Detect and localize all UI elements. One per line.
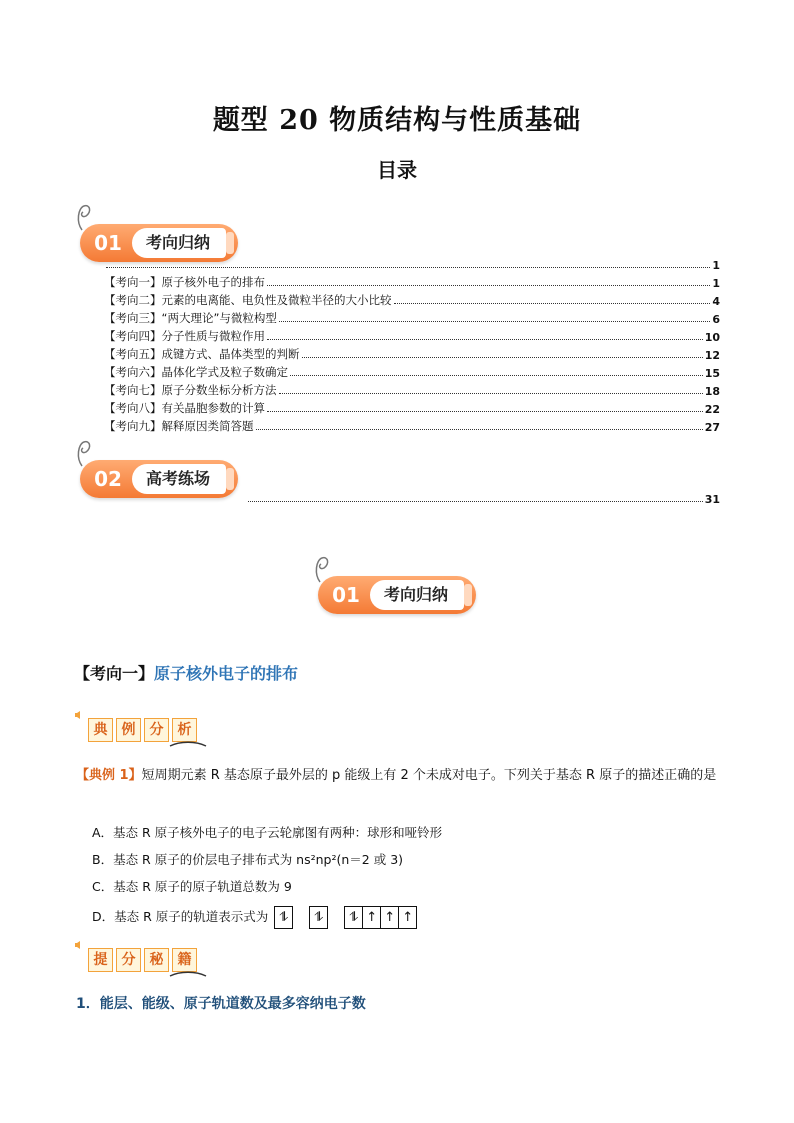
section-banner-2 — [80, 454, 240, 500]
orbital-box: ⥮ — [274, 906, 293, 929]
toc-row[interactable] — [104, 364, 720, 380]
option-d[interactable] — [92, 906, 417, 929]
toc-page: 6 — [712, 313, 720, 326]
option-c[interactable]: C．基态 R 原子的原子轨道总数为 9 — [92, 879, 292, 894]
banner-label: 高考练场 — [132, 464, 226, 494]
toc-page: 12 — [704, 349, 720, 362]
tag-char: 析 — [172, 718, 197, 742]
tag-char: 例 — [116, 718, 141, 742]
tag-char: 典 — [88, 718, 113, 742]
example-analysis-tag — [76, 718, 200, 742]
tag-char: 分 — [144, 718, 169, 742]
toc-page: 1 — [712, 277, 720, 290]
orbital-box: ↑ — [381, 906, 399, 929]
question-text: 短周期元素 R 基态原子最外层的 p 能级上有 2 个未成对电子。下列关于基态 R 原子的描述正确的是 — [141, 768, 717, 783]
banner-number: 02 — [94, 467, 122, 491]
question-tag: 【典例 1】 — [76, 768, 142, 783]
tips-tag — [76, 948, 200, 972]
toc-title: 目录 — [377, 158, 417, 182]
tag-char: 提 — [88, 948, 113, 972]
toc-item-label: 【考向七】原子分数坐标分析方法 — [104, 383, 277, 397]
toc-item-label: 【考向八】有关晶胞参数的计算 — [104, 401, 265, 415]
toc-row-section2[interactable] — [246, 490, 720, 506]
table-of-contents — [104, 256, 720, 436]
toc-row-section1[interactable] — [104, 256, 720, 272]
toc-row[interactable] — [104, 400, 720, 416]
underline-swoosh — [168, 970, 208, 978]
toc-row[interactable] — [104, 310, 720, 326]
toc-page: 22 — [704, 403, 720, 416]
section-heading — [74, 661, 298, 684]
toc-item-label: 【考向三】“两大理论”与微粒构型 — [104, 311, 277, 325]
orbital-box: ⥮ — [344, 906, 363, 929]
orbital-diagram — [274, 906, 417, 929]
banner-label: 考向归纳 — [132, 228, 226, 258]
orbital-box: ↑ — [399, 906, 417, 929]
speaker-icon — [74, 940, 84, 950]
option-b[interactable]: B．基态 R 原子的价层电子排布式为 ns²np²(n＝2 或 3) — [92, 852, 404, 867]
banner-label: 考向归纳 — [370, 580, 464, 610]
toc-page: 31 — [704, 493, 720, 506]
underline-swoosh — [168, 740, 208, 748]
toc-row[interactable] — [104, 292, 720, 308]
toc-item-label: 【考向九】解释原因类简答题 — [104, 419, 254, 433]
toc-item-label: 【考向四】分子性质与微粒作用 — [104, 329, 265, 343]
banner-number: 01 — [332, 583, 360, 607]
toc-page: 10 — [704, 331, 720, 344]
orbital-box: ↑ — [363, 906, 381, 929]
toc-page: 27 — [704, 421, 720, 434]
section-bracket: 【考向一】 — [74, 664, 155, 683]
tag-char: 分 — [116, 948, 141, 972]
tag-char: 籍 — [172, 948, 197, 972]
section-title: 原子核外电子的排布 — [154, 664, 299, 683]
toc-row[interactable] — [104, 418, 720, 434]
question-stem — [76, 763, 726, 789]
banner-number: 01 — [94, 231, 122, 255]
toc-item-label: 【考向六】晶体化学式及粒子数确定 — [104, 365, 288, 379]
option-d-text: D．基态 R 原子的轨道表示式为 — [92, 909, 269, 924]
option-a[interactable]: A．基态 R 原子核外电子的电子云轮廓图有两种：球形和哑铃形 — [92, 825, 443, 840]
toc-row[interactable] — [104, 346, 720, 362]
toc-row[interactable] — [104, 274, 720, 290]
document-title: 题型 20 物质结构与性质基础 — [212, 105, 582, 136]
toc-item-label: 【考向一】原子核外电子的排布 — [104, 275, 265, 289]
toc-item-label: 【考向五】成键方式、晶体类型的判断 — [104, 347, 300, 361]
orbital-box: ⥮ — [309, 906, 328, 929]
toc-page: 15 — [704, 367, 720, 380]
speaker-icon — [74, 710, 84, 720]
toc-row[interactable] — [104, 328, 720, 344]
section-banner-3 — [318, 570, 478, 616]
toc-page: 1 — [712, 259, 720, 272]
toc-page: 18 — [704, 385, 720, 398]
toc-row[interactable] — [104, 382, 720, 398]
toc-item-label: 【考向二】元素的电离能、电负性及微粒半径的大小比较 — [104, 293, 392, 307]
subheading: 1．能层、能级、原子轨道数及最多容纳电子数 — [76, 996, 366, 1012]
toc-page: 4 — [712, 295, 720, 308]
tag-char: 秘 — [144, 948, 169, 972]
